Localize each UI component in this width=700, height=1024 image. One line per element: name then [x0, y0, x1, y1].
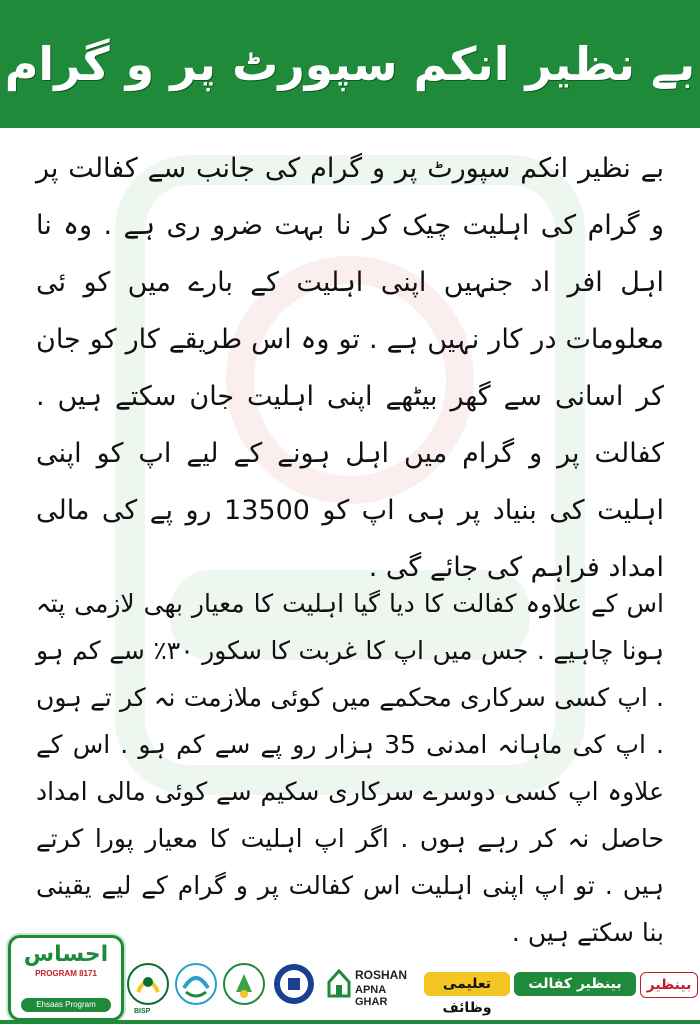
roshan-apna-ghar-logo	[327, 966, 417, 1008]
page-title: بے نظیر انکم سپورٹ پر و گرام	[4, 37, 696, 91]
footer-divider	[0, 1020, 700, 1024]
ehsaas-title: احساس	[23, 942, 109, 967]
health-program-icon	[174, 962, 218, 1006]
apna-ghar-label: APNA GHAR	[355, 984, 388, 1008]
government-seal-icon	[272, 962, 316, 1006]
page-header	[0, 0, 700, 128]
benazir-kafalat-badge: بینظیر کفالت	[514, 972, 636, 996]
intro-paragraph: بے نظیر انکم سپورٹ پر و گرام کی جانب سے کفالت پر و گرام کی اہلیت چیک کر نا بہت ضرو ری ہے . وہ نا اہل افر اد جنہیں اپنی اہلیت کے بارے میں کو ئی معلومات در کار نہیں ہے . تو وہ اس طریقے کار کو جان کر اسانی سے گھر بیٹھے اپنی اہلیت جان سکتے ہیں . کفالت پر و گرام میں اہل ہونے کے لیے اپ کو اپنی اہلیت کی بنیاد پر ہی اپ کو 13500 رو پے کی مالی امداد فراہم کی جائے گی .	[36, 153, 664, 583]
benazir-red-badge: بینظیر	[640, 972, 698, 998]
roshan-label: ROSHAN	[355, 968, 408, 982]
ehsaas-strip-label: Ehsaas Program	[21, 998, 111, 1012]
footer-logos	[0, 932, 700, 1024]
nutrition-program-icon	[222, 962, 266, 1006]
bisp-emblem-icon	[126, 962, 170, 1006]
ehsaas-program-logo	[8, 935, 124, 1021]
ehsaas-program-number: PROGRAM 8171	[35, 969, 97, 978]
taleemi-wazaif-badge: تعلیمی وظائف	[424, 972, 510, 996]
house-icon	[327, 968, 351, 998]
bisp-label: BISP	[134, 1008, 151, 1015]
criteria-paragraph: اس کے علاوہ کفالت کا دیا گیا اہلیت کا معیار بھی لازمی پتہ ہونا چاہیے . جس میں اپ کا غربت کا سکور ۳۰٪ سے کم ہو . اپ کسی سرکاری محکمے میں کوئی ملازمت نہ کر تے ہوں . اپ کی ماہانہ امدنی 35 ہزار رو پے سے کم ہو . اس کے علاوہ اپ کسی دوسرے سرکاری سکیم سے کوئی مالی امداد حاصل نہ کر رہے ہوں . اگر اپ اہلیت کا معیار پورا کرتے ہیں . تو اپ اپنی اہلیت اس کفالت پر و گرام کے لیے یقینی بنا سکتے ہیں .	[36, 589, 664, 947]
